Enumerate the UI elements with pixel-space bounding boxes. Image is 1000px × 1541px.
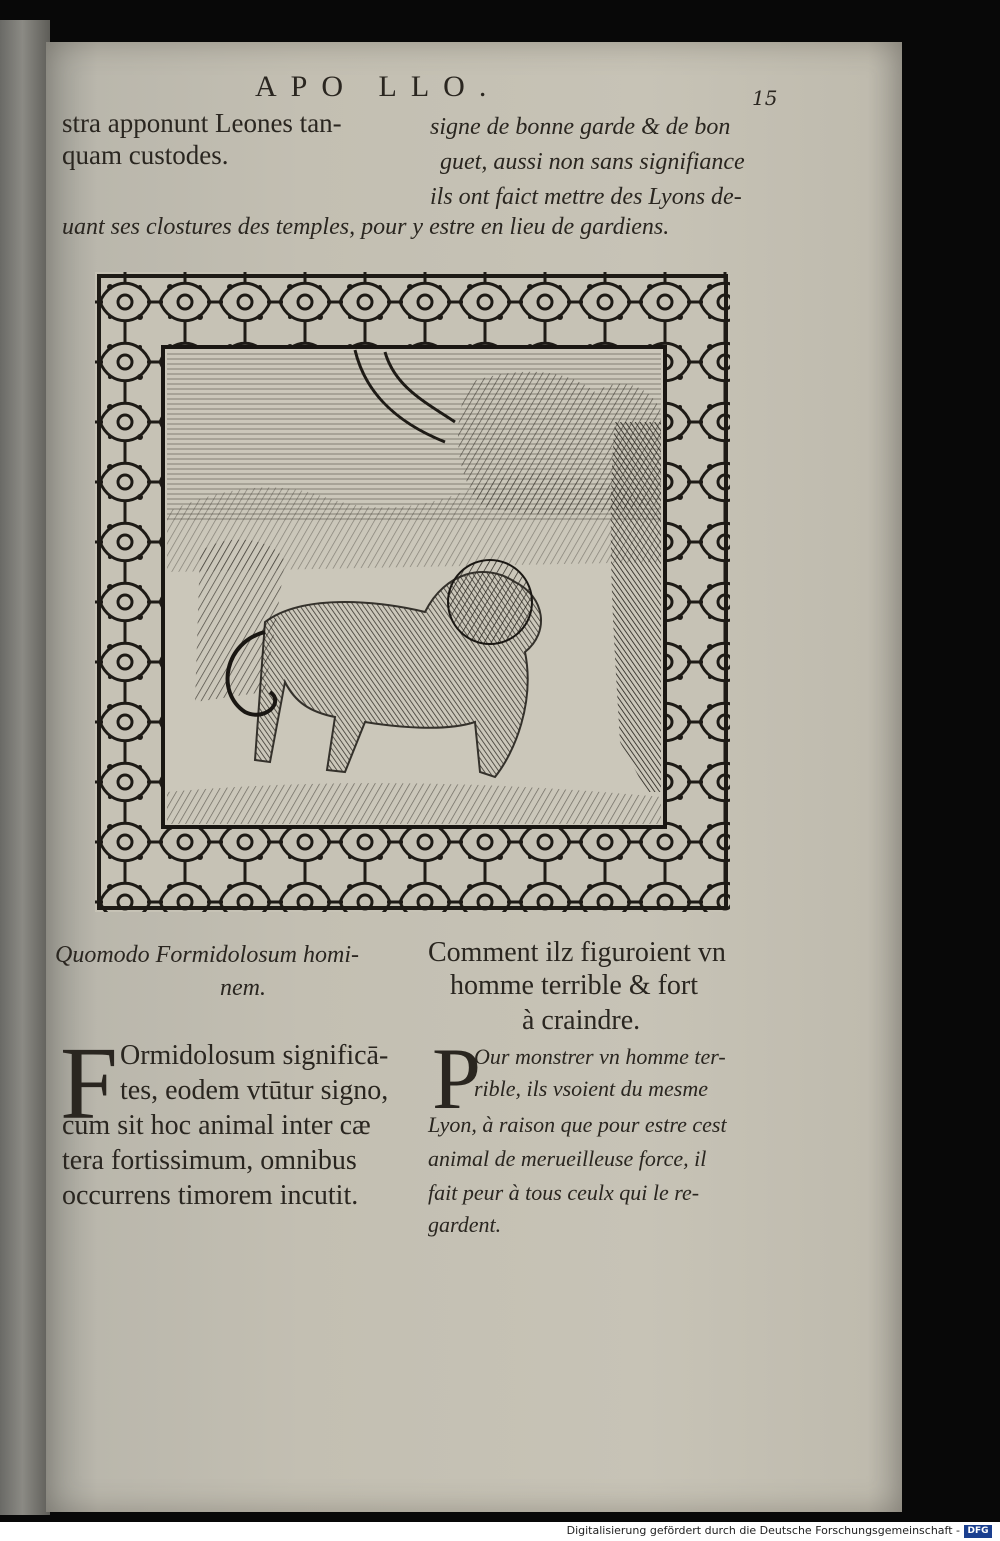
french-heading-line: homme terrible & fort xyxy=(450,970,699,1001)
french-top-line: guet, aussi non sans signifiance xyxy=(440,149,745,175)
latin-top-line: quam custodes. xyxy=(62,140,229,170)
dfg-logo: DFG xyxy=(964,1525,992,1538)
lion-woodcut-illustration xyxy=(95,272,730,912)
latin-body-line: occurrens timorem incutit. xyxy=(62,1180,359,1211)
french-body-line: gardent. xyxy=(428,1212,502,1237)
french-heading-line: à craindre. xyxy=(522,1005,641,1036)
latin-heading-line: Quomodo Formidolosum homi- xyxy=(55,942,359,968)
latin-body-line: Ormidolosum significā- xyxy=(120,1040,389,1071)
french-body-line: rible, ils vsoient du mesme xyxy=(474,1076,709,1101)
latin-heading-line: nem. xyxy=(220,975,266,1001)
french-top-line: ils ont faict mettre des Lyons de- xyxy=(430,184,742,210)
latin-body-line: tes, eodem vtūtur signo, xyxy=(120,1075,389,1106)
french-body-line: animal de merueilleuse force, il xyxy=(428,1146,707,1171)
digitization-credit-bar xyxy=(0,1522,1000,1541)
latin-body-line: tera fortissimum, omnibus xyxy=(62,1145,357,1176)
french-body-line: Our monstrer vn homme ter- xyxy=(474,1044,726,1069)
latin-body-line: cum sit hoc animal inter cæ xyxy=(62,1110,371,1141)
running-head: APO LLO. xyxy=(255,70,501,103)
latin-drop-initial: F xyxy=(60,1026,118,1141)
french-body-line: Lyon, à raison que pour estre cest xyxy=(428,1112,727,1137)
credit-text: Digitalisierung gefördert durch die Deutsche Forschungsgemeinschaft - xyxy=(566,1524,960,1537)
french-heading-line: Comment ilz figuroient vn xyxy=(428,937,726,968)
french-top-line: signe de bonne garde & de bon xyxy=(430,114,731,140)
page-number: 15 xyxy=(752,86,778,110)
french-body-line: fait peur à tous ceulx qui le re- xyxy=(428,1180,700,1205)
book-cover-edge xyxy=(0,20,50,1515)
french-drop-initial: P xyxy=(432,1031,481,1128)
french-top-line: uant ses clostures des temples, pour y estre en lieu de gardiens. xyxy=(62,214,670,240)
latin-top-line: stra apponunt Leones tan- xyxy=(62,108,342,138)
